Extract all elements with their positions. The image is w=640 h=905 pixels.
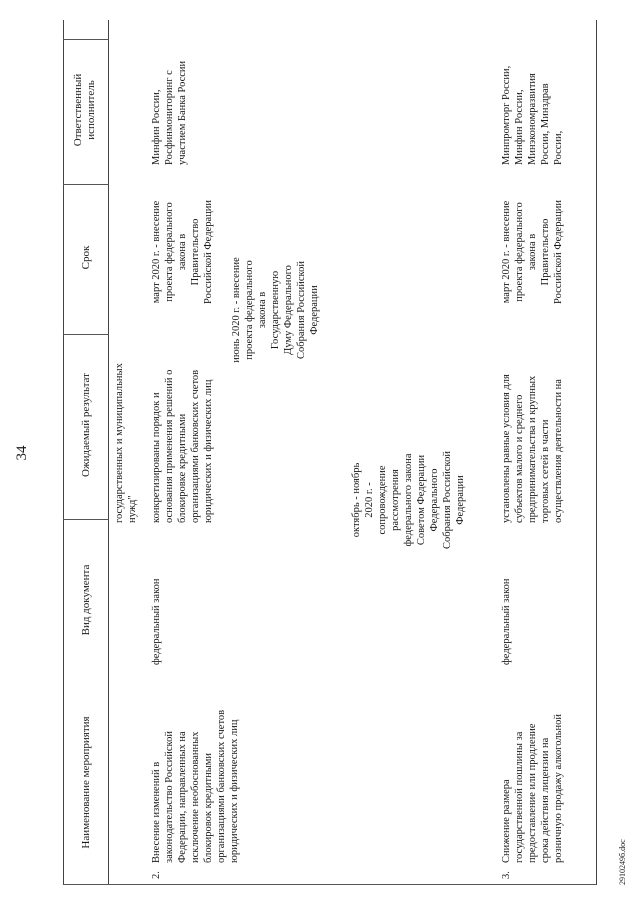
row-doc-type: федеральный закон bbox=[151, 578, 162, 665]
row-number: 3. bbox=[501, 871, 512, 879]
row-result: установлены равные условия для субъектов малого и среднего предпринимательства и крупных торговых сетей в части осуществления деятельности на bbox=[501, 374, 564, 523]
table-line bbox=[596, 20, 597, 885]
row-deadline-1: март 2020 г. - внесение проекта федерального закона в Правительство Российской Федерации bbox=[151, 200, 214, 304]
row-executor: Минпромторг России, Минфин России, Минэкономразвития России, Минздрав России, bbox=[501, 65, 564, 165]
row-executor: Минфин России, Росфинмониторинг с участием Банка России bbox=[151, 60, 188, 165]
page-number: 34 bbox=[14, 445, 30, 461]
row-number: 2. bbox=[151, 871, 162, 879]
header-executor: Ответственный исполнитель bbox=[72, 73, 97, 147]
row-doc-type: федеральный закон bbox=[501, 578, 512, 665]
row-name: Внесение изменений в законодательство Российской Федерации, направленных на исключение необоснованных блокировок кредитными организациями банковских счетов юридических и физических лиц bbox=[151, 709, 240, 863]
header-deadline: Срок bbox=[80, 245, 92, 270]
row-deadline-2: июнь 2020 г. - внесение проекта федерального закона в Государственную Думу Федерального Собрания Российской Федерации bbox=[231, 257, 320, 363]
continuation-result: государственных и муниципальных нужд" bbox=[114, 363, 138, 523]
footer-code: 2910249б.doc bbox=[618, 839, 627, 885]
row-deadline-1: март 2020 г. - внесение проекта федерального закона в Правительство Российской Федерации bbox=[501, 200, 564, 304]
row-name: Снижение размера государственной пошлины за предоставление или продление срока действия лицензии на розничную продажу алкогольной bbox=[501, 714, 564, 863]
table-line bbox=[108, 20, 109, 885]
row-result: конкретизированы порядок и основания применения решений о блокировке кредитными организациями банковских счетов юридических и физических лиц bbox=[151, 369, 214, 523]
header-doc-type: Вид документа bbox=[80, 564, 92, 636]
header-result: Ожидаемый результат bbox=[80, 373, 92, 477]
row-deadline-3: октябрь - ноябрь 2020 г. - сопровождение рассмотрения федерального закона Советом Федерации Федерального Собрания Российской Федерации bbox=[351, 451, 466, 549]
table-line bbox=[63, 20, 64, 885]
column-separator bbox=[63, 884, 596, 885]
header-name: Наименование мероприятия bbox=[80, 716, 92, 849]
